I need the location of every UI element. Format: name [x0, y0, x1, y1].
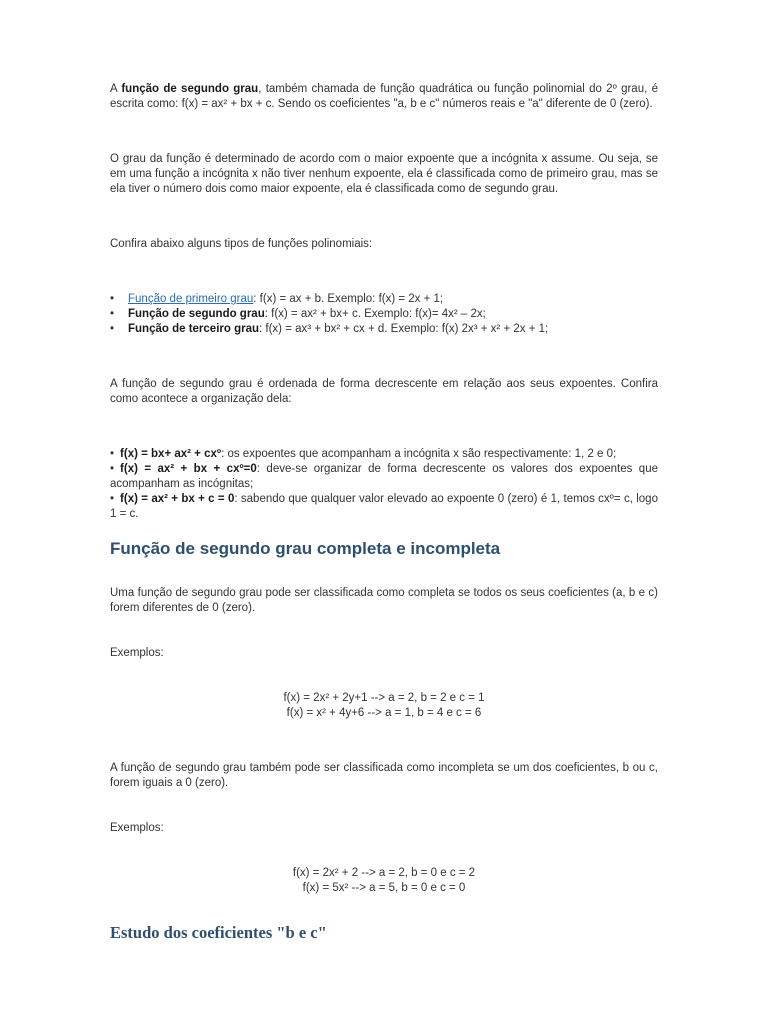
intro-text: , também chamada de função quadrática ou função polinomial do 2º grau, é escrita como: f(x) = ax² + bx + c. Sendo os coeficientes "a, b e c" números reais e "a" diferente de 0 (zero). [110, 83, 658, 110]
example-line: f(x) = 2x² + 2y+1 --> a = 2, b = 2 e c = 1 [283, 692, 485, 704]
list-item-text: : deve-se organizar de forma decrescente os valores dos expoentes que acompanham as incógnitas; [110, 463, 658, 490]
list-item-text: : sabendo que qualquer valor elevado ao expoente 0 (zero) é 1, temos cxº= c, logo 1 = c. [110, 493, 658, 520]
list-item [110, 462, 658, 492]
list-item-text: : os expoentes que acompanham a incógnita x são respectivamente: 1, 2 e 0; [221, 448, 617, 460]
section-heading-completa-incompleta: Função de segundo grau completa e incompleta [110, 539, 501, 558]
list-item-bold: Função de segundo grau [128, 308, 265, 320]
incompleta-paragraph: A função de segundo grau também pode ser classificada como incompleta se um dos coeficientes, b ou c, forem iguais a 0 (zero). [110, 762, 658, 789]
list-item-bold: f(x) = ax² + bx + cxº=0 [120, 463, 257, 475]
list-item [110, 307, 658, 322]
completa-paragraph: Uma função de segundo grau pode ser classificada como completa se todos os seus coeficientes (a, b e c) forem diferentes de 0 (zero). [110, 587, 658, 614]
list-item-text: : f(x) = ax + b. Exemplo: f(x) = 2x + 1; [253, 293, 444, 305]
example-line: f(x) = 2x² + 2 --> a = 2, b = 0 e c = 2 [292, 867, 476, 879]
examples-label: Exemplos: [110, 647, 164, 659]
list-item [110, 447, 658, 462]
intro-bold-term: função de segundo grau [121, 83, 259, 95]
document-page [110, 82, 658, 944]
examples-label: Exemplos: [110, 822, 164, 834]
order-list [110, 447, 658, 522]
order-paragraph: A função de segundo grau é ordenada de forma decrescente em relação aos seus expoentes. Confira como acontece a organização dela: [110, 378, 658, 405]
intro-text: A [110, 83, 122, 95]
example-line: f(x) = 5x² --> a = 5, b = 0 e c = 0 [302, 882, 466, 894]
list-item-bold: f(x) = ax² + bx + c = 0 [120, 493, 235, 505]
intro-paragraph-3: Confira abaixo alguns tipos de funções polinomiais: [110, 238, 373, 250]
list-item-text: : f(x) = ax² + bx+ c. Exemplo: f(x)= 4x² – 2x; [264, 308, 486, 320]
function-types-list [110, 292, 658, 337]
example-line: f(x) = x² + 4y+6 --> a = 1, b = 4 e c = 6 [286, 707, 482, 719]
list-item-bold: Função de terceiro grau [128, 323, 260, 335]
list-item [110, 322, 658, 337]
intro-paragraph-1 [110, 82, 658, 112]
intro-paragraph-2: O grau da função é determinado de acordo com o maior expoente que a incógnita x assume. Ou seja, se em uma função a incógnita x não tiver nenhum expoente, ela é classificada como de primeiro grau, mas se ela tiver o número dois como maior expoente, ela é classificada como de segundo grau. [110, 153, 658, 195]
list-item-text: : f(x) = ax³ + bx² + cx + d. Exemplo: f(x) 2x³ + x² + 2x + 1; [259, 323, 549, 335]
list-item-bold: f(x) = bx+ ax² + cxº [120, 448, 222, 460]
section-heading-coeficientes: Estudo dos coeficientes "b e c" [110, 923, 327, 942]
primeiro-grau-link[interactable]: Função de primeiro grau [128, 293, 254, 305]
list-item [110, 492, 658, 522]
list-item [110, 292, 658, 307]
